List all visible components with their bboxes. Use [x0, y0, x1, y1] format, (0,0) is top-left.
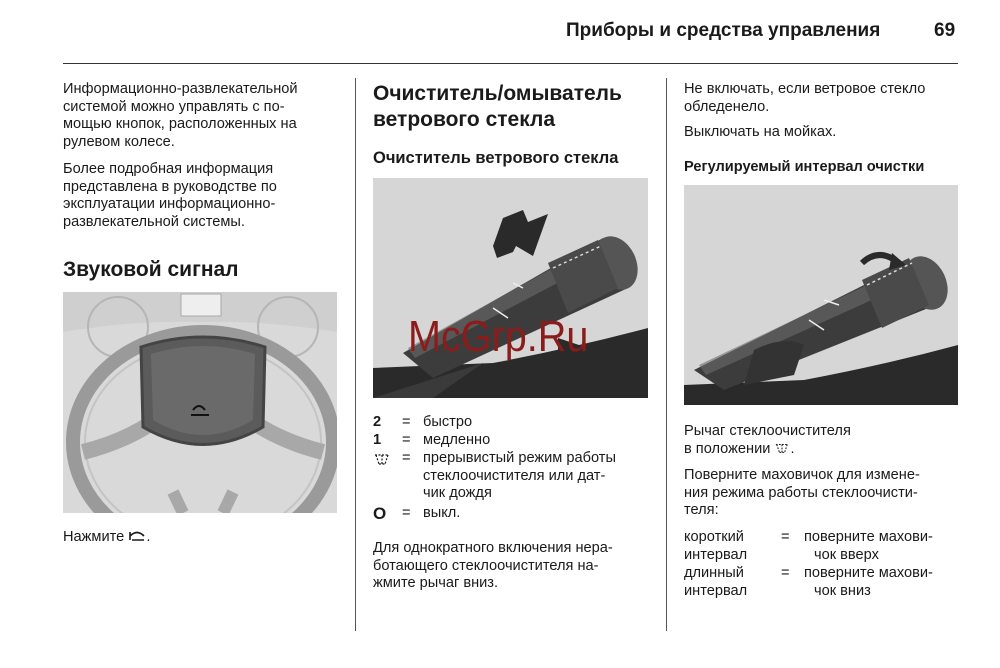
interval-lever-illustration: [684, 185, 958, 405]
wiper-lever-figure: [373, 178, 648, 398]
right-para-1: Не включать, если ветровое стекло обледенело.: [684, 81, 926, 115]
wiper-subheading: Очиститель ветрового стекла: [373, 149, 619, 167]
mode-row-short: короткий интервал = поверните махови- чок вверх: [684, 529, 933, 563]
wiper-heading: Очиститель/омыватель ветрового стекла: [373, 82, 622, 131]
right-para-2: Выключать на мойках.: [684, 124, 837, 140]
mode-row-long: длинный интервал = поверните махови- чок вниз: [684, 565, 933, 599]
column-divider-right: [666, 78, 667, 631]
steering-wheel-figure: [63, 292, 337, 513]
single-wipe-para: Для однократного включения нера- ботающего стеклоочистителя на- жмите рычаг вниз.: [373, 540, 613, 591]
interval-subheading: Регулируемый интервал очистки: [684, 159, 925, 175]
legend-row-slow: 1 = медленно: [373, 432, 491, 448]
steering-wheel-illustration: [63, 292, 337, 513]
wiper-lever-illustration: [373, 178, 648, 398]
watermark: McGrp.Ru: [408, 312, 589, 361]
left-para-1: Информационно-развлекательной системой можно управлять с по- мощью кнопок, расположенных на рулевом колесе.: [63, 81, 298, 150]
legend-row-fast: 2 = быстро: [373, 414, 473, 430]
legend-row-off: O = выкл.: [373, 504, 461, 523]
column-divider-left: [355, 78, 356, 631]
rotate-thumbwheel-para: Поверните маховичок для измене- ния режима работы стеклоочисти- теля:: [684, 467, 920, 518]
intermittent-wiper-icon: [774, 441, 790, 455]
left-para-2: Более подробная информация представлена в руководстве по эксплуатации информационно- развлекательной системы.: [63, 161, 277, 230]
interval-lever-figure: [684, 185, 958, 405]
press-horn-text: Нажмите .: [63, 529, 151, 545]
horn-heading: Звуковой сигнал: [63, 258, 239, 281]
header-rule: [63, 63, 958, 64]
intermittent-wiper-icon: [373, 450, 391, 473]
horn-icon: [128, 530, 146, 542]
page-header-title: Приборы и средства управления: [566, 20, 881, 41]
page-number: 69: [934, 20, 956, 41]
legend-row-intermittent: = прерывистый режим работы стеклоочистителя или дат- чик дождя: [373, 450, 653, 504]
lever-position-text: Рычаг стеклоочистителя в положении .: [684, 423, 851, 457]
